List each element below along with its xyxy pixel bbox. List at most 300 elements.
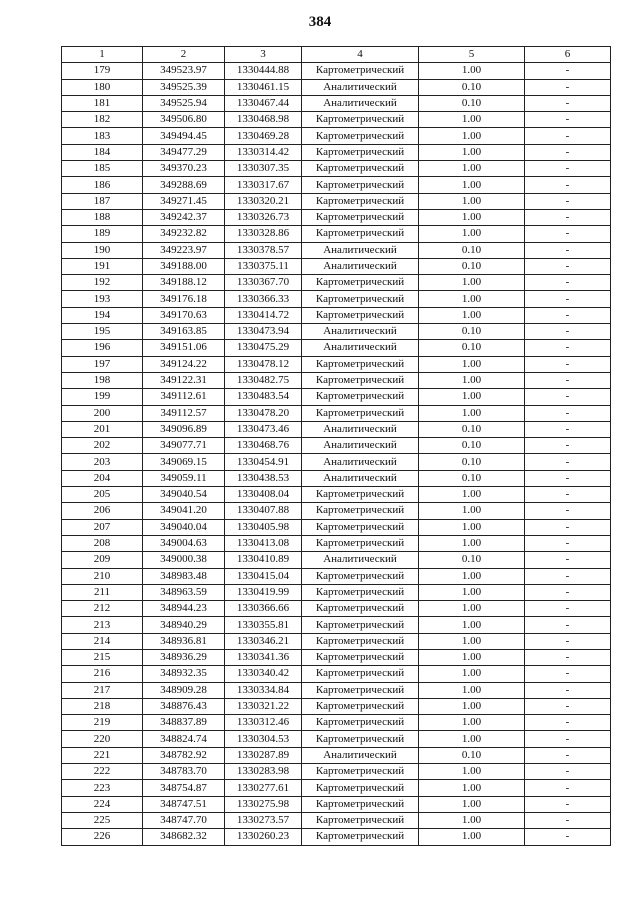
y-coordinate-cell: 1330277.61 bbox=[225, 780, 302, 796]
point-number-cell: 196 bbox=[62, 340, 143, 356]
accuracy-cell: 1.00 bbox=[419, 356, 525, 372]
table-row bbox=[62, 503, 611, 519]
accuracy-cell: 0.10 bbox=[419, 747, 525, 763]
point-number-cell: 206 bbox=[62, 503, 143, 519]
y-coordinate-cell: 1330321.22 bbox=[225, 698, 302, 714]
table-row bbox=[62, 340, 611, 356]
accuracy-cell: 1.00 bbox=[419, 698, 525, 714]
method-cell: Картометрический bbox=[302, 764, 419, 780]
note-cell: - bbox=[525, 63, 611, 79]
x-coordinate-cell: 349170.63 bbox=[143, 307, 225, 323]
y-coordinate-cell: 1330405.98 bbox=[225, 519, 302, 535]
x-coordinate-cell: 349040.54 bbox=[143, 487, 225, 503]
x-coordinate-cell: 349077.71 bbox=[143, 438, 225, 454]
accuracy-cell: 1.00 bbox=[419, 209, 525, 225]
y-coordinate-cell: 1330407.88 bbox=[225, 503, 302, 519]
method-cell: Картометрический bbox=[302, 226, 419, 242]
note-cell: - bbox=[525, 258, 611, 274]
accuracy-cell: 1.00 bbox=[419, 812, 525, 828]
x-coordinate-cell: 348940.29 bbox=[143, 617, 225, 633]
note-cell: - bbox=[525, 796, 611, 812]
method-cell: Аналитический bbox=[302, 747, 419, 763]
note-cell: - bbox=[525, 340, 611, 356]
point-number-cell: 188 bbox=[62, 209, 143, 225]
x-coordinate-cell: 349040.04 bbox=[143, 519, 225, 535]
x-coordinate-cell: 349112.61 bbox=[143, 389, 225, 405]
method-cell: Аналитический bbox=[302, 95, 419, 111]
note-cell: - bbox=[525, 584, 611, 600]
method-cell: Картометрический bbox=[302, 389, 419, 405]
x-coordinate-cell: 348747.51 bbox=[143, 796, 225, 812]
point-number-cell: 185 bbox=[62, 161, 143, 177]
y-coordinate-cell: 1330275.98 bbox=[225, 796, 302, 812]
y-coordinate-cell: 1330482.75 bbox=[225, 372, 302, 388]
table-row bbox=[62, 307, 611, 323]
table-row bbox=[62, 389, 611, 405]
point-number-cell: 192 bbox=[62, 275, 143, 291]
column-header: 2 bbox=[143, 47, 225, 63]
y-coordinate-cell: 1330367.70 bbox=[225, 275, 302, 291]
accuracy-cell: 1.00 bbox=[419, 307, 525, 323]
point-number-cell: 219 bbox=[62, 715, 143, 731]
y-coordinate-cell: 1330340.42 bbox=[225, 666, 302, 682]
note-cell: - bbox=[525, 177, 611, 193]
y-coordinate-cell: 1330314.42 bbox=[225, 144, 302, 160]
note-cell: - bbox=[525, 112, 611, 128]
x-coordinate-cell: 348963.59 bbox=[143, 584, 225, 600]
table-row bbox=[62, 715, 611, 731]
method-cell: Картометрический bbox=[302, 356, 419, 372]
point-number-cell: 209 bbox=[62, 552, 143, 568]
note-cell: - bbox=[525, 95, 611, 111]
note-cell: - bbox=[525, 649, 611, 665]
y-coordinate-cell: 1330408.04 bbox=[225, 487, 302, 503]
note-cell: - bbox=[525, 128, 611, 144]
note-cell: - bbox=[525, 731, 611, 747]
point-number-cell: 195 bbox=[62, 324, 143, 340]
point-number-cell: 213 bbox=[62, 617, 143, 633]
table-row bbox=[62, 291, 611, 307]
y-coordinate-cell: 1330473.46 bbox=[225, 421, 302, 437]
y-coordinate-cell: 1330438.53 bbox=[225, 470, 302, 486]
accuracy-cell: 1.00 bbox=[419, 405, 525, 421]
x-coordinate-cell: 348754.87 bbox=[143, 780, 225, 796]
note-cell: - bbox=[525, 226, 611, 242]
point-number-cell: 221 bbox=[62, 747, 143, 763]
point-number-cell: 207 bbox=[62, 519, 143, 535]
method-cell: Картометрический bbox=[302, 372, 419, 388]
y-coordinate-cell: 1330378.57 bbox=[225, 242, 302, 258]
note-cell: - bbox=[525, 519, 611, 535]
note-cell: - bbox=[525, 503, 611, 519]
table-row bbox=[62, 177, 611, 193]
y-coordinate-cell: 1330414.72 bbox=[225, 307, 302, 323]
x-coordinate-cell: 348783.70 bbox=[143, 764, 225, 780]
coordinates-table bbox=[61, 46, 611, 846]
note-cell: - bbox=[525, 405, 611, 421]
table-row bbox=[62, 63, 611, 79]
y-coordinate-cell: 1330478.20 bbox=[225, 405, 302, 421]
table-row bbox=[62, 161, 611, 177]
method-cell: Картометрический bbox=[302, 633, 419, 649]
note-cell: - bbox=[525, 356, 611, 372]
point-number-cell: 187 bbox=[62, 193, 143, 209]
x-coordinate-cell: 349041.20 bbox=[143, 503, 225, 519]
note-cell: - bbox=[525, 601, 611, 617]
y-coordinate-cell: 1330468.76 bbox=[225, 438, 302, 454]
y-coordinate-cell: 1330307.35 bbox=[225, 161, 302, 177]
column-header: 1 bbox=[62, 47, 143, 63]
accuracy-cell: 1.00 bbox=[419, 764, 525, 780]
method-cell: Картометрический bbox=[302, 731, 419, 747]
method-cell: Аналитический bbox=[302, 324, 419, 340]
point-number-cell: 191 bbox=[62, 258, 143, 274]
accuracy-cell: 0.10 bbox=[419, 421, 525, 437]
note-cell: - bbox=[525, 552, 611, 568]
point-number-cell: 181 bbox=[62, 95, 143, 111]
accuracy-cell: 1.00 bbox=[419, 291, 525, 307]
table-row bbox=[62, 79, 611, 95]
table-row bbox=[62, 584, 611, 600]
point-number-cell: 214 bbox=[62, 633, 143, 649]
method-cell: Картометрический bbox=[302, 161, 419, 177]
note-cell: - bbox=[525, 421, 611, 437]
x-coordinate-cell: 348876.43 bbox=[143, 698, 225, 714]
table-row bbox=[62, 487, 611, 503]
point-number-cell: 193 bbox=[62, 291, 143, 307]
table-row bbox=[62, 324, 611, 340]
accuracy-cell: 1.00 bbox=[419, 128, 525, 144]
table-row bbox=[62, 405, 611, 421]
accuracy-cell: 0.10 bbox=[419, 438, 525, 454]
method-cell: Картометрический bbox=[302, 112, 419, 128]
accuracy-cell: 1.00 bbox=[419, 193, 525, 209]
point-number-cell: 204 bbox=[62, 470, 143, 486]
method-cell: Картометрический bbox=[302, 829, 419, 845]
x-coordinate-cell: 349494.45 bbox=[143, 128, 225, 144]
method-cell: Картометрический bbox=[302, 812, 419, 828]
x-coordinate-cell: 349004.63 bbox=[143, 535, 225, 551]
method-cell: Картометрический bbox=[302, 144, 419, 160]
y-coordinate-cell: 1330366.33 bbox=[225, 291, 302, 307]
y-coordinate-cell: 1330366.66 bbox=[225, 601, 302, 617]
method-cell: Картометрический bbox=[302, 209, 419, 225]
accuracy-cell: 1.00 bbox=[419, 731, 525, 747]
note-cell: - bbox=[525, 633, 611, 649]
table-row bbox=[62, 226, 611, 242]
accuracy-cell: 0.10 bbox=[419, 454, 525, 470]
accuracy-cell: 1.00 bbox=[419, 112, 525, 128]
note-cell: - bbox=[525, 79, 611, 95]
table-row bbox=[62, 470, 611, 486]
method-cell: Картометрический bbox=[302, 177, 419, 193]
note-cell: - bbox=[525, 682, 611, 698]
table-row bbox=[62, 144, 611, 160]
y-coordinate-cell: 1330326.73 bbox=[225, 209, 302, 225]
y-coordinate-cell: 1330341.36 bbox=[225, 649, 302, 665]
x-coordinate-cell: 349242.37 bbox=[143, 209, 225, 225]
accuracy-cell: 1.00 bbox=[419, 796, 525, 812]
point-number-cell: 202 bbox=[62, 438, 143, 454]
method-cell: Картометрический bbox=[302, 128, 419, 144]
point-number-cell: 210 bbox=[62, 568, 143, 584]
point-number-cell: 216 bbox=[62, 666, 143, 682]
method-cell: Аналитический bbox=[302, 79, 419, 95]
note-cell: - bbox=[525, 535, 611, 551]
column-header: 4 bbox=[302, 47, 419, 63]
note-cell: - bbox=[525, 617, 611, 633]
x-coordinate-cell: 349176.18 bbox=[143, 291, 225, 307]
x-coordinate-cell: 349188.00 bbox=[143, 258, 225, 274]
x-coordinate-cell: 349000.38 bbox=[143, 552, 225, 568]
point-number-cell: 201 bbox=[62, 421, 143, 437]
y-coordinate-cell: 1330317.67 bbox=[225, 177, 302, 193]
accuracy-cell: 1.00 bbox=[419, 780, 525, 796]
accuracy-cell: 1.00 bbox=[419, 63, 525, 79]
y-coordinate-cell: 1330283.98 bbox=[225, 764, 302, 780]
note-cell: - bbox=[525, 829, 611, 845]
table-row bbox=[62, 682, 611, 698]
accuracy-cell: 1.00 bbox=[419, 633, 525, 649]
table-row bbox=[62, 193, 611, 209]
table-row bbox=[62, 568, 611, 584]
method-cell: Картометрический bbox=[302, 275, 419, 291]
x-coordinate-cell: 349124.22 bbox=[143, 356, 225, 372]
column-header: 3 bbox=[225, 47, 302, 63]
accuracy-cell: 0.10 bbox=[419, 552, 525, 568]
x-coordinate-cell: 348824.74 bbox=[143, 731, 225, 747]
table-row bbox=[62, 601, 611, 617]
y-coordinate-cell: 1330483.54 bbox=[225, 389, 302, 405]
method-cell: Картометрический bbox=[302, 649, 419, 665]
method-cell: Аналитический bbox=[302, 438, 419, 454]
x-coordinate-cell: 349151.06 bbox=[143, 340, 225, 356]
method-cell: Аналитический bbox=[302, 552, 419, 568]
note-cell: - bbox=[525, 324, 611, 340]
table-row bbox=[62, 519, 611, 535]
table-row bbox=[62, 421, 611, 437]
accuracy-cell: 1.00 bbox=[419, 535, 525, 551]
x-coordinate-cell: 349223.97 bbox=[143, 242, 225, 258]
method-cell: Картометрический bbox=[302, 796, 419, 812]
column-header: 6 bbox=[525, 47, 611, 63]
accuracy-cell: 1.00 bbox=[419, 372, 525, 388]
method-cell: Картометрический bbox=[302, 780, 419, 796]
accuracy-cell: 0.10 bbox=[419, 470, 525, 486]
point-number-cell: 184 bbox=[62, 144, 143, 160]
point-number-cell: 215 bbox=[62, 649, 143, 665]
x-coordinate-cell: 349122.31 bbox=[143, 372, 225, 388]
point-number-cell: 180 bbox=[62, 79, 143, 95]
point-number-cell: 182 bbox=[62, 112, 143, 128]
note-cell: - bbox=[525, 275, 611, 291]
x-coordinate-cell: 349271.45 bbox=[143, 193, 225, 209]
point-number-cell: 197 bbox=[62, 356, 143, 372]
y-coordinate-cell: 1330410.89 bbox=[225, 552, 302, 568]
note-cell: - bbox=[525, 747, 611, 763]
table-row bbox=[62, 438, 611, 454]
note-cell: - bbox=[525, 780, 611, 796]
method-cell: Аналитический bbox=[302, 454, 419, 470]
accuracy-cell: 0.10 bbox=[419, 258, 525, 274]
table-row bbox=[62, 731, 611, 747]
accuracy-cell: 1.00 bbox=[419, 601, 525, 617]
method-cell: Картометрический bbox=[302, 193, 419, 209]
accuracy-cell: 1.00 bbox=[419, 568, 525, 584]
x-coordinate-cell: 349096.89 bbox=[143, 421, 225, 437]
point-number-cell: 224 bbox=[62, 796, 143, 812]
table-body bbox=[62, 63, 611, 845]
method-cell: Аналитический bbox=[302, 470, 419, 486]
x-coordinate-cell: 349188.12 bbox=[143, 275, 225, 291]
accuracy-cell: 0.10 bbox=[419, 324, 525, 340]
accuracy-cell: 1.00 bbox=[419, 161, 525, 177]
y-coordinate-cell: 1330260.23 bbox=[225, 829, 302, 845]
y-coordinate-cell: 1330469.28 bbox=[225, 128, 302, 144]
method-cell: Картометрический bbox=[302, 487, 419, 503]
method-cell: Картометрический bbox=[302, 698, 419, 714]
note-cell: - bbox=[525, 812, 611, 828]
y-coordinate-cell: 1330468.98 bbox=[225, 112, 302, 128]
point-number-cell: 218 bbox=[62, 698, 143, 714]
table-row bbox=[62, 128, 611, 144]
method-cell: Аналитический bbox=[302, 340, 419, 356]
accuracy-cell: 1.00 bbox=[419, 177, 525, 193]
x-coordinate-cell: 349506.80 bbox=[143, 112, 225, 128]
x-coordinate-cell: 349232.82 bbox=[143, 226, 225, 242]
x-coordinate-cell: 348932.35 bbox=[143, 666, 225, 682]
table-row bbox=[62, 666, 611, 682]
accuracy-cell: 1.00 bbox=[419, 503, 525, 519]
x-coordinate-cell: 349112.57 bbox=[143, 405, 225, 421]
point-number-cell: 212 bbox=[62, 601, 143, 617]
accuracy-cell: 1.00 bbox=[419, 519, 525, 535]
note-cell: - bbox=[525, 291, 611, 307]
method-cell: Картометрический bbox=[302, 503, 419, 519]
point-number-cell: 179 bbox=[62, 63, 143, 79]
method-cell: Картометрический bbox=[302, 291, 419, 307]
accuracy-cell: 1.00 bbox=[419, 715, 525, 731]
x-coordinate-cell: 349163.85 bbox=[143, 324, 225, 340]
table-row bbox=[62, 258, 611, 274]
x-coordinate-cell: 348936.81 bbox=[143, 633, 225, 649]
x-coordinate-cell: 348983.48 bbox=[143, 568, 225, 584]
x-coordinate-cell: 349059.11 bbox=[143, 470, 225, 486]
table-row bbox=[62, 764, 611, 780]
table-row bbox=[62, 633, 611, 649]
table-row bbox=[62, 209, 611, 225]
y-coordinate-cell: 1330413.08 bbox=[225, 535, 302, 551]
point-number-cell: 186 bbox=[62, 177, 143, 193]
point-number-cell: 205 bbox=[62, 487, 143, 503]
table-row bbox=[62, 552, 611, 568]
table-row bbox=[62, 356, 611, 372]
x-coordinate-cell: 348747.70 bbox=[143, 812, 225, 828]
method-cell: Аналитический bbox=[302, 242, 419, 258]
accuracy-cell: 1.00 bbox=[419, 829, 525, 845]
accuracy-cell: 0.10 bbox=[419, 340, 525, 356]
y-coordinate-cell: 1330475.29 bbox=[225, 340, 302, 356]
point-number-cell: 222 bbox=[62, 764, 143, 780]
note-cell: - bbox=[525, 372, 611, 388]
point-number-cell: 189 bbox=[62, 226, 143, 242]
note-cell: - bbox=[525, 307, 611, 323]
method-cell: Картометрический bbox=[302, 666, 419, 682]
note-cell: - bbox=[525, 568, 611, 584]
point-number-cell: 203 bbox=[62, 454, 143, 470]
table-row bbox=[62, 829, 611, 845]
accuracy-cell: 0.10 bbox=[419, 95, 525, 111]
table-row bbox=[62, 617, 611, 633]
x-coordinate-cell: 349069.15 bbox=[143, 454, 225, 470]
table-row bbox=[62, 112, 611, 128]
accuracy-cell: 1.00 bbox=[419, 487, 525, 503]
point-number-cell: 198 bbox=[62, 372, 143, 388]
table-row bbox=[62, 796, 611, 812]
x-coordinate-cell: 348909.28 bbox=[143, 682, 225, 698]
accuracy-cell: 1.00 bbox=[419, 617, 525, 633]
method-cell: Картометрический bbox=[302, 682, 419, 698]
point-number-cell: 199 bbox=[62, 389, 143, 405]
note-cell: - bbox=[525, 470, 611, 486]
note-cell: - bbox=[525, 161, 611, 177]
method-cell: Аналитический bbox=[302, 258, 419, 274]
table-row bbox=[62, 747, 611, 763]
y-coordinate-cell: 1330419.99 bbox=[225, 584, 302, 600]
y-coordinate-cell: 1330473.94 bbox=[225, 324, 302, 340]
table-header-row bbox=[62, 47, 611, 63]
method-cell: Картометрический bbox=[302, 535, 419, 551]
table-row bbox=[62, 372, 611, 388]
x-coordinate-cell: 349288.69 bbox=[143, 177, 225, 193]
note-cell: - bbox=[525, 144, 611, 160]
accuracy-cell: 1.00 bbox=[419, 649, 525, 665]
method-cell: Картометрический bbox=[302, 601, 419, 617]
accuracy-cell: 1.00 bbox=[419, 682, 525, 698]
x-coordinate-cell: 349525.39 bbox=[143, 79, 225, 95]
method-cell: Картометрический bbox=[302, 617, 419, 633]
y-coordinate-cell: 1330454.91 bbox=[225, 454, 302, 470]
y-coordinate-cell: 1330287.89 bbox=[225, 747, 302, 763]
table-row bbox=[62, 780, 611, 796]
point-number-cell: 211 bbox=[62, 584, 143, 600]
page-number: 384 bbox=[308, 14, 332, 30]
y-coordinate-cell: 1330478.12 bbox=[225, 356, 302, 372]
note-cell: - bbox=[525, 764, 611, 780]
accuracy-cell: 1.00 bbox=[419, 226, 525, 242]
method-cell: Картометрический bbox=[302, 307, 419, 323]
table-row bbox=[62, 812, 611, 828]
table-row bbox=[62, 649, 611, 665]
x-coordinate-cell: 349477.29 bbox=[143, 144, 225, 160]
y-coordinate-cell: 1330320.21 bbox=[225, 193, 302, 209]
table-row bbox=[62, 535, 611, 551]
note-cell: - bbox=[525, 389, 611, 405]
accuracy-cell: 0.10 bbox=[419, 242, 525, 258]
accuracy-cell: 1.00 bbox=[419, 144, 525, 160]
method-cell: Картометрический bbox=[302, 519, 419, 535]
y-coordinate-cell: 1330273.57 bbox=[225, 812, 302, 828]
point-number-cell: 225 bbox=[62, 812, 143, 828]
note-cell: - bbox=[525, 698, 611, 714]
method-cell: Картометрический bbox=[302, 584, 419, 600]
note-cell: - bbox=[525, 487, 611, 503]
y-coordinate-cell: 1330444.88 bbox=[225, 63, 302, 79]
y-coordinate-cell: 1330461.15 bbox=[225, 79, 302, 95]
accuracy-cell: 1.00 bbox=[419, 666, 525, 682]
y-coordinate-cell: 1330467.44 bbox=[225, 95, 302, 111]
point-number-cell: 190 bbox=[62, 242, 143, 258]
